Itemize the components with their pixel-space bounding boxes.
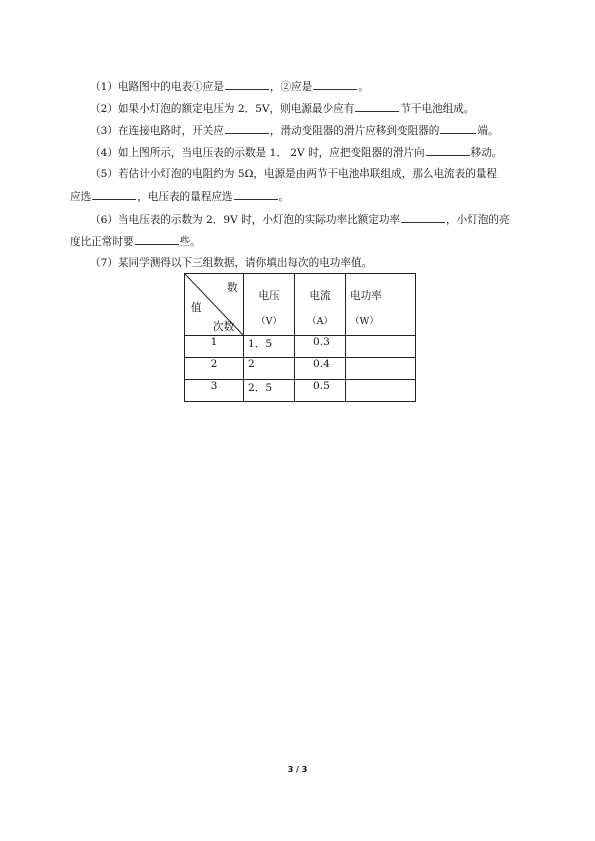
q1-text-c: 。 bbox=[358, 81, 369, 93]
q3-blank-1[interactable] bbox=[225, 124, 269, 134]
q5-blank-1[interactable] bbox=[92, 190, 136, 200]
q5-text-a: （5）若估计小灯泡的电阻约为 5Ω，电源是由两节干电池串联组成，那么电流表的量程 bbox=[90, 168, 498, 180]
q2-text-b: 节干电池组成。 bbox=[400, 103, 475, 115]
q7-text: （7）某同学测得以下三组数据，请你填出每次的电功率值。 bbox=[90, 257, 373, 269]
question-6-cont bbox=[70, 235, 201, 249]
question-7 bbox=[90, 257, 372, 270]
q6-blank-2[interactable] bbox=[135, 235, 179, 245]
corner-label-bottom: 次数 bbox=[213, 321, 235, 333]
row-current: 0.3 bbox=[295, 336, 346, 358]
q1-text-a: （1）电路图中的电表①应是 bbox=[90, 81, 224, 93]
header-power-unit: （W） bbox=[350, 316, 379, 327]
row-current: 0.4 bbox=[295, 358, 346, 380]
header-voltage bbox=[244, 274, 295, 336]
table-row bbox=[185, 380, 416, 402]
question-3 bbox=[90, 124, 499, 138]
q2-blank-1[interactable] bbox=[355, 102, 399, 112]
row-power-input[interactable] bbox=[346, 380, 416, 402]
table-row bbox=[185, 358, 416, 380]
row-current: 0.5 bbox=[295, 380, 346, 402]
table-row bbox=[185, 336, 416, 358]
corner-label-mid: 值 bbox=[191, 302, 202, 314]
header-current-name: 电流 bbox=[309, 290, 331, 302]
question-6 bbox=[90, 213, 510, 227]
question-4 bbox=[90, 146, 502, 160]
q5-text-d: 。 bbox=[278, 191, 290, 203]
corner-label-top: 数 bbox=[227, 282, 238, 294]
q3-text-c: 端。 bbox=[477, 125, 499, 137]
header-voltage-name: 电压 bbox=[258, 290, 280, 302]
q1-blank-2[interactable] bbox=[313, 80, 357, 90]
question-5 bbox=[90, 168, 497, 181]
header-power bbox=[346, 274, 416, 336]
q6-text-d: 些。 bbox=[179, 236, 201, 248]
q6-text-c: 度比正常时要 bbox=[70, 236, 134, 248]
row-power-input[interactable] bbox=[346, 336, 416, 358]
q1-text-b: ，②应是 bbox=[269, 81, 313, 93]
row-voltage: 2．5 bbox=[244, 380, 295, 402]
page-number: 3 / 3 bbox=[287, 765, 308, 774]
row-index: 2 bbox=[185, 358, 244, 380]
row-voltage: 1．5 bbox=[244, 336, 295, 358]
q4-text-a: （4）如上图所示，当电压表的示数是 1． 2V 时，应把变阻器的滑片向 bbox=[90, 147, 425, 159]
q3-text-a: （3）在连接电路时，开关应 bbox=[90, 125, 224, 137]
row-index: 3 bbox=[185, 380, 244, 402]
data-table bbox=[184, 273, 416, 402]
q5-text-c: ，电压表的量程应选 bbox=[137, 191, 233, 203]
q6-text-b: ，小灯泡的亮 bbox=[446, 214, 510, 226]
question-2 bbox=[90, 102, 474, 116]
row-power-input[interactable] bbox=[346, 358, 416, 380]
q6-text-a: （6）当电压表的示数为 2．9V 时，小灯泡的实际功率比额定功率 bbox=[90, 214, 401, 226]
table-header-row bbox=[185, 274, 416, 336]
row-index: 1 bbox=[185, 336, 244, 358]
header-current bbox=[295, 274, 346, 336]
q6-blank-1[interactable] bbox=[401, 213, 445, 223]
q5-blank-2[interactable] bbox=[234, 190, 278, 200]
header-power-name: 电功率 bbox=[350, 290, 382, 302]
table-corner-cell bbox=[185, 274, 244, 336]
header-voltage-unit: （V） bbox=[256, 316, 282, 327]
q4-text-b: 移动。 bbox=[470, 147, 503, 159]
q1-blank-1[interactable] bbox=[225, 80, 269, 90]
question-5-cont bbox=[70, 190, 289, 204]
q4-blank-1[interactable] bbox=[426, 146, 470, 156]
q5-text-b: 应选 bbox=[70, 191, 92, 203]
row-voltage: 2 bbox=[244, 358, 295, 380]
q3-blank-2[interactable] bbox=[440, 124, 476, 134]
question-1 bbox=[90, 80, 369, 94]
header-current-unit: （A） bbox=[307, 316, 333, 327]
q3-text-b: ，滑动变阻器的滑片应移到变阻器的 bbox=[269, 125, 440, 137]
q2-text-a: （2）如果小灯泡的额定电压为 2．5V，则电源最少应有 bbox=[90, 103, 355, 115]
